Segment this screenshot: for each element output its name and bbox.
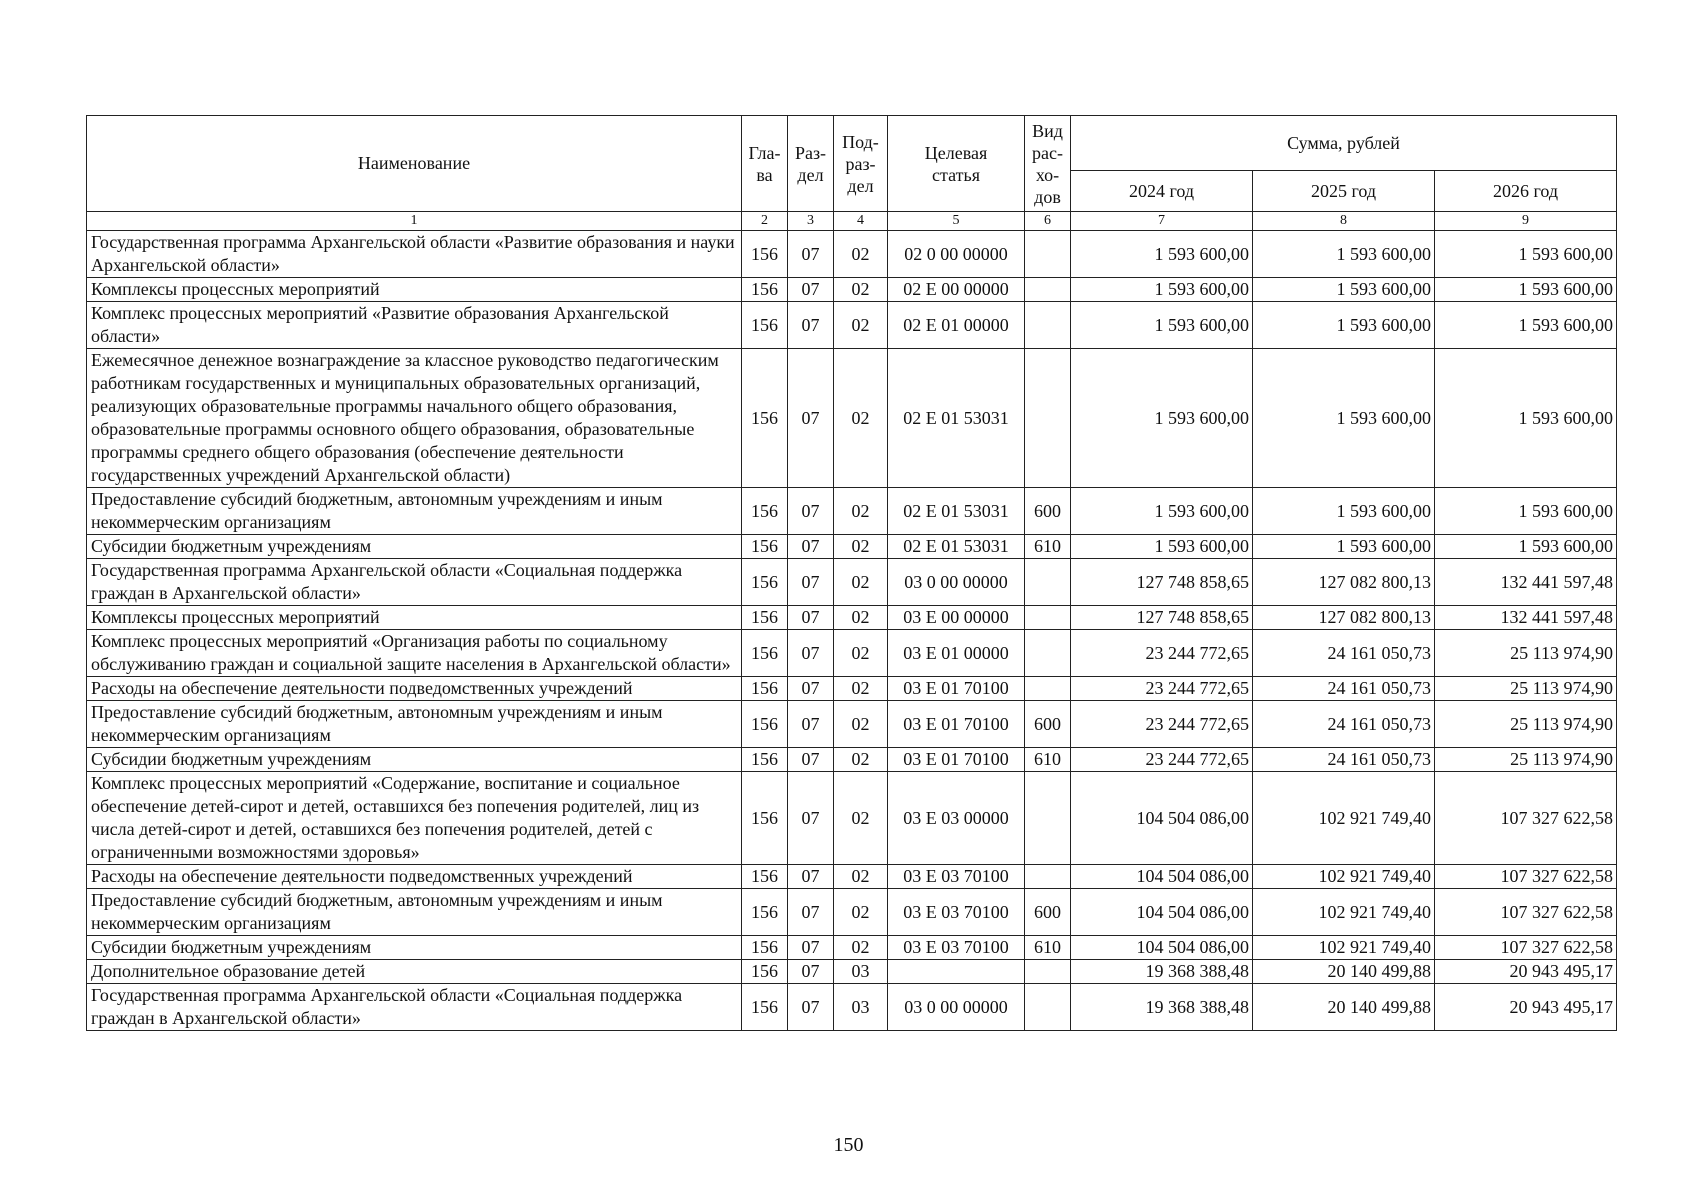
row-target-article: 02 Е 01 00000 (888, 302, 1025, 349)
table-row (87, 984, 1617, 1031)
row-subsection: 02 (834, 865, 888, 889)
row-chapter: 156 (742, 535, 788, 559)
row-sum-2024: 1 593 600,00 (1071, 278, 1253, 302)
row-sum-2024: 1 593 600,00 (1071, 535, 1253, 559)
row-sum-2026: 25 113 974,90 (1435, 701, 1617, 748)
row-name: Государственная программа Архангельской области «Развитие образования и науки Архангельской области» (87, 231, 742, 278)
row-sum-2025: 24 161 050,73 (1253, 630, 1435, 677)
column-index: 3 (788, 212, 834, 231)
header-target-article: Целевая статья (888, 116, 1025, 212)
column-index: 4 (834, 212, 888, 231)
row-sum-2026: 20 943 495,17 (1435, 984, 1617, 1031)
row-expense-type (1025, 231, 1071, 278)
row-section: 07 (788, 231, 834, 278)
row-target-article: 03 Е 03 70100 (888, 865, 1025, 889)
row-chapter: 156 (742, 231, 788, 278)
header-year-2024: 2024 год (1071, 171, 1253, 212)
row-chapter: 156 (742, 677, 788, 701)
row-chapter: 156 (742, 936, 788, 960)
table-row (87, 748, 1617, 772)
row-section: 07 (788, 889, 834, 936)
row-sum-2024: 1 593 600,00 (1071, 488, 1253, 535)
row-sum-2026: 1 593 600,00 (1435, 302, 1617, 349)
row-target-article: 02 0 00 00000 (888, 231, 1025, 278)
row-sum-2026: 1 593 600,00 (1435, 349, 1617, 488)
row-expense-type (1025, 630, 1071, 677)
table-body (87, 231, 1617, 1031)
row-subsection: 02 (834, 677, 888, 701)
row-name: Комплексы процессных мероприятий (87, 606, 742, 630)
row-chapter: 156 (742, 349, 788, 488)
table-row (87, 865, 1617, 889)
row-expense-type (1025, 677, 1071, 701)
row-name: Предоставление субсидий бюджетным, автономным учреждениям и иным некоммерческим организациям (87, 701, 742, 748)
row-sum-2025: 127 082 800,13 (1253, 559, 1435, 606)
row-subsection: 02 (834, 772, 888, 865)
row-target-article: 03 Е 03 00000 (888, 772, 1025, 865)
header-expense-type: Вид рас- хо- дов (1025, 116, 1071, 212)
column-index: 6 (1025, 212, 1071, 231)
row-sum-2024: 19 368 388,48 (1071, 984, 1253, 1031)
row-section: 07 (788, 349, 834, 488)
row-sum-2026: 20 943 495,17 (1435, 960, 1617, 984)
row-sum-2026: 107 327 622,58 (1435, 865, 1617, 889)
table-row (87, 488, 1617, 535)
header-year-2026: 2026 год (1435, 171, 1617, 212)
row-sum-2025: 1 593 600,00 (1253, 488, 1435, 535)
row-name: Субсидии бюджетным учреждениям (87, 936, 742, 960)
row-target-article: 02 Е 01 53031 (888, 535, 1025, 559)
row-sum-2024: 19 368 388,48 (1071, 960, 1253, 984)
row-target-article: 02 Е 00 00000 (888, 278, 1025, 302)
row-sum-2026: 1 593 600,00 (1435, 278, 1617, 302)
row-sum-2025: 1 593 600,00 (1253, 231, 1435, 278)
row-subsection: 03 (834, 984, 888, 1031)
table-row (87, 278, 1617, 302)
row-target-article: 02 Е 01 53031 (888, 488, 1025, 535)
table-row (87, 772, 1617, 865)
column-index: 5 (888, 212, 1025, 231)
row-sum-2024: 23 244 772,65 (1071, 677, 1253, 701)
row-name: Комплексы процессных мероприятий (87, 278, 742, 302)
row-subsection: 02 (834, 748, 888, 772)
row-target-article: 03 0 00 00000 (888, 984, 1025, 1031)
row-sum-2024: 23 244 772,65 (1071, 630, 1253, 677)
row-expense-type: 600 (1025, 889, 1071, 936)
column-index: 8 (1253, 212, 1435, 231)
row-subsection: 02 (834, 701, 888, 748)
row-sum-2026: 107 327 622,58 (1435, 889, 1617, 936)
row-sum-2024: 1 593 600,00 (1071, 302, 1253, 349)
row-section: 07 (788, 606, 834, 630)
row-name: Ежемесячное денежное вознаграждение за классное руководство педагогическим работникам государственных и муниципальных образовательных организаций, реализующих образовательные программы начального общего образования, образовательные программы основного общего образования, образовательные программы среднего общего образования (обеспечение деятельности государственных учреждений Архангельской области) (87, 349, 742, 488)
row-sum-2024: 104 504 086,00 (1071, 889, 1253, 936)
row-sum-2025: 127 082 800,13 (1253, 606, 1435, 630)
row-chapter: 156 (742, 772, 788, 865)
row-section: 07 (788, 701, 834, 748)
row-expense-type (1025, 984, 1071, 1031)
row-name: Дополнительное образование детей (87, 960, 742, 984)
row-expense-type: 610 (1025, 936, 1071, 960)
row-sum-2026: 1 593 600,00 (1435, 231, 1617, 278)
table-row (87, 960, 1617, 984)
row-chapter: 156 (742, 701, 788, 748)
row-sum-2026: 25 113 974,90 (1435, 630, 1617, 677)
row-chapter: 156 (742, 630, 788, 677)
row-sum-2026: 132 441 597,48 (1435, 559, 1617, 606)
row-section: 07 (788, 630, 834, 677)
row-chapter: 156 (742, 606, 788, 630)
row-target-article: 03 Е 01 70100 (888, 748, 1025, 772)
row-expense-type: 610 (1025, 748, 1071, 772)
row-name: Расходы на обеспечение деятельности подведомственных учреждений (87, 677, 742, 701)
row-sum-2025: 102 921 749,40 (1253, 936, 1435, 960)
row-sum-2025: 1 593 600,00 (1253, 302, 1435, 349)
row-expense-type: 600 (1025, 488, 1071, 535)
row-sum-2026: 25 113 974,90 (1435, 748, 1617, 772)
row-chapter: 156 (742, 302, 788, 349)
row-target-article: 03 Е 01 70100 (888, 677, 1025, 701)
row-expense-type (1025, 349, 1071, 488)
row-sum-2026: 107 327 622,58 (1435, 772, 1617, 865)
header-year-2025: 2025 год (1253, 171, 1435, 212)
table-row (87, 231, 1617, 278)
row-name: Предоставление субсидий бюджетным, автономным учреждениям и иным некоммерческим организациям (87, 889, 742, 936)
row-expense-type (1025, 606, 1071, 630)
row-sum-2025: 1 593 600,00 (1253, 349, 1435, 488)
row-subsection: 02 (834, 559, 888, 606)
table-row (87, 302, 1617, 349)
row-section: 07 (788, 748, 834, 772)
row-target-article: 03 0 00 00000 (888, 559, 1025, 606)
row-section: 07 (788, 278, 834, 302)
table-row (87, 606, 1617, 630)
row-expense-type: 610 (1025, 535, 1071, 559)
row-sum-2024: 104 504 086,00 (1071, 865, 1253, 889)
row-sum-2024: 104 504 086,00 (1071, 772, 1253, 865)
row-subsection: 02 (834, 349, 888, 488)
table-row (87, 936, 1617, 960)
row-sum-2024: 104 504 086,00 (1071, 936, 1253, 960)
row-chapter: 156 (742, 865, 788, 889)
header-section: Раз- дел (788, 116, 834, 212)
row-target-article: 03 Е 01 70100 (888, 701, 1025, 748)
row-subsection: 02 (834, 535, 888, 559)
row-expense-type (1025, 960, 1071, 984)
row-subsection: 02 (834, 278, 888, 302)
column-index: 9 (1435, 212, 1617, 231)
row-name: Государственная программа Архангельской области «Социальная поддержка граждан в Архангельской области» (87, 984, 742, 1031)
row-name: Субсидии бюджетным учреждениям (87, 748, 742, 772)
row-name: Комплекс процессных мероприятий «Организация работы по социальному обслуживанию граждан и социальной защите населения в Архангельской области» (87, 630, 742, 677)
row-section: 07 (788, 302, 834, 349)
row-subsection: 02 (834, 889, 888, 936)
row-expense-type (1025, 278, 1071, 302)
row-subsection: 02 (834, 606, 888, 630)
row-name: Комплекс процессных мероприятий «Развитие образования Архангельской области» (87, 302, 742, 349)
row-sum-2025: 102 921 749,40 (1253, 865, 1435, 889)
row-sum-2025: 20 140 499,88 (1253, 984, 1435, 1031)
row-target-article: 03 Е 03 70100 (888, 936, 1025, 960)
row-expense-type (1025, 865, 1071, 889)
row-section: 07 (788, 535, 834, 559)
header-chapter: Гла- ва (742, 116, 788, 212)
row-sum-2026: 132 441 597,48 (1435, 606, 1617, 630)
row-sum-2025: 24 161 050,73 (1253, 677, 1435, 701)
row-section: 07 (788, 865, 834, 889)
row-subsection: 02 (834, 231, 888, 278)
row-subsection: 02 (834, 488, 888, 535)
row-sum-2025: 20 140 499,88 (1253, 960, 1435, 984)
column-index: 7 (1071, 212, 1253, 231)
row-section: 07 (788, 677, 834, 701)
table-row (87, 889, 1617, 936)
row-name: Комплекс процессных мероприятий «Содержание, воспитание и социальное обеспечение детей-сирот и детей, оставшихся без попечения родителей, лиц из числа детей-сирот и детей, оставшихся без попечения родителей, детей с ограниченными возможностями здоровья» (87, 772, 742, 865)
row-target-article (888, 960, 1025, 984)
row-expense-type (1025, 559, 1071, 606)
table-row (87, 677, 1617, 701)
row-sum-2024: 23 244 772,65 (1071, 748, 1253, 772)
row-name: Государственная программа Архангельской области «Социальная поддержка граждан в Архангельской области» (87, 559, 742, 606)
row-expense-type (1025, 772, 1071, 865)
row-sum-2024: 23 244 772,65 (1071, 701, 1253, 748)
row-target-article: 02 Е 01 53031 (888, 349, 1025, 488)
row-section: 07 (788, 559, 834, 606)
row-subsection: 02 (834, 630, 888, 677)
row-chapter: 156 (742, 889, 788, 936)
row-target-article: 03 Е 03 70100 (888, 889, 1025, 936)
row-subsection: 02 (834, 936, 888, 960)
row-sum-2024: 127 748 858,65 (1071, 559, 1253, 606)
row-chapter: 156 (742, 748, 788, 772)
row-expense-type (1025, 302, 1071, 349)
row-chapter: 156 (742, 488, 788, 535)
row-sum-2024: 1 593 600,00 (1071, 231, 1253, 278)
row-sum-2025: 24 161 050,73 (1253, 748, 1435, 772)
table-row (87, 535, 1617, 559)
row-chapter: 156 (742, 278, 788, 302)
row-sum-2025: 102 921 749,40 (1253, 772, 1435, 865)
row-chapter: 156 (742, 960, 788, 984)
header-sum: Сумма, рублей (1071, 116, 1617, 171)
row-sum-2026: 25 113 974,90 (1435, 677, 1617, 701)
table-row (87, 559, 1617, 606)
row-expense-type: 600 (1025, 701, 1071, 748)
row-chapter: 156 (742, 984, 788, 1031)
row-section: 07 (788, 936, 834, 960)
row-sum-2026: 1 593 600,00 (1435, 535, 1617, 559)
row-target-article: 03 Е 01 00000 (888, 630, 1025, 677)
row-target-article: 03 Е 00 00000 (888, 606, 1025, 630)
row-chapter: 156 (742, 559, 788, 606)
row-section: 07 (788, 960, 834, 984)
row-sum-2025: 1 593 600,00 (1253, 535, 1435, 559)
row-sum-2025: 24 161 050,73 (1253, 701, 1435, 748)
row-section: 07 (788, 772, 834, 865)
header-subsection: Под- раз- дел (834, 116, 888, 212)
row-sum-2025: 1 593 600,00 (1253, 278, 1435, 302)
row-subsection: 03 (834, 960, 888, 984)
row-subsection: 02 (834, 302, 888, 349)
table-row (87, 349, 1617, 488)
row-sum-2024: 1 593 600,00 (1071, 349, 1253, 488)
row-sum-2026: 107 327 622,58 (1435, 936, 1617, 960)
table-row (87, 630, 1617, 677)
column-index: 2 (742, 212, 788, 231)
column-index: 1 (87, 212, 742, 231)
row-name: Расходы на обеспечение деятельности подведомственных учреждений (87, 865, 742, 889)
page-number: 150 (833, 1134, 864, 1156)
table-row (87, 701, 1617, 748)
row-section: 07 (788, 984, 834, 1031)
row-sum-2026: 1 593 600,00 (1435, 488, 1617, 535)
row-section: 07 (788, 488, 834, 535)
header-name: Наименование (87, 116, 742, 212)
budget-table (86, 115, 1617, 1031)
row-sum-2024: 127 748 858,65 (1071, 606, 1253, 630)
row-sum-2025: 102 921 749,40 (1253, 889, 1435, 936)
row-name: Предоставление субсидий бюджетным, автономным учреждениям и иным некоммерческим организациям (87, 488, 742, 535)
row-name: Субсидии бюджетным учреждениям (87, 535, 742, 559)
